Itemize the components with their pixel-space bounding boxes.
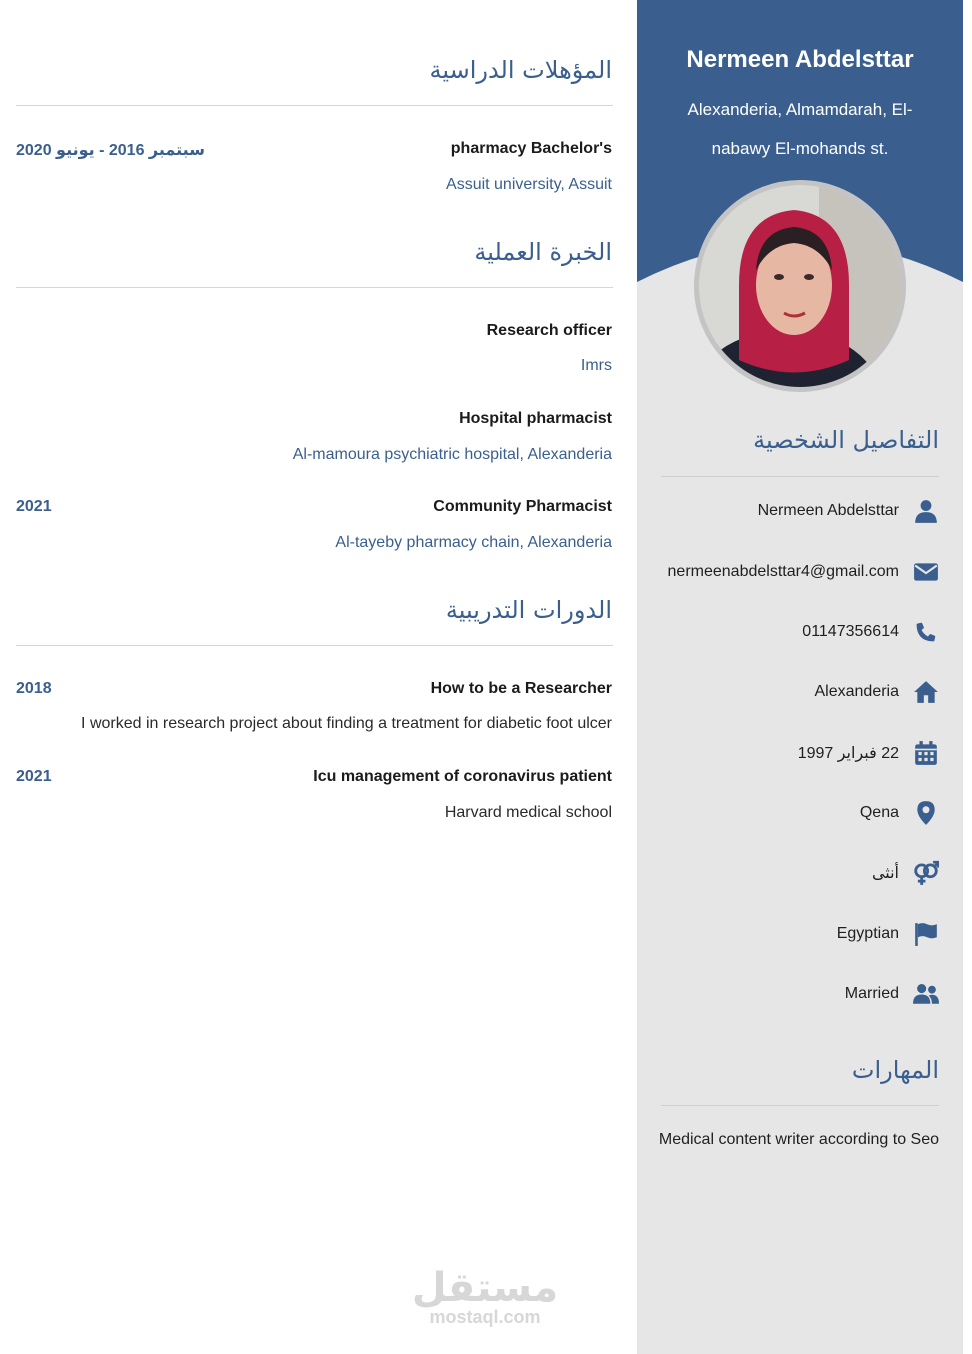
course-description: I worked in research project about finding a treatment for diabetic foot ulcer — [81, 715, 612, 732]
course-title: Icu management of coronavirus patient — [313, 768, 612, 785]
map-pin-icon — [913, 800, 939, 826]
detail-value: Nermeen Abdelsttar — [757, 502, 899, 519]
detail-gender — [872, 858, 939, 888]
detail-nationality — [837, 919, 939, 949]
detail-phone — [802, 617, 939, 647]
divider — [16, 645, 613, 646]
experience-role: Hospital pharmacist — [459, 410, 612, 427]
user-icon — [913, 498, 939, 524]
experience-organization: Al-tayeby pharmacy chain, Alexanderia — [335, 534, 612, 551]
experience-role: Research officer — [486, 322, 612, 339]
detail-marital-status — [845, 979, 939, 1009]
watermark-arabic: مستقل — [411, 1265, 559, 1311]
education-date: سبتمبر 2016 - يونيو 2020 — [16, 142, 205, 159]
divider — [661, 476, 939, 477]
detail-birthdate — [798, 738, 939, 768]
course-date: 2021 — [16, 768, 52, 785]
experience-section-title: الخبرة العملية — [474, 238, 612, 266]
detail-name — [758, 496, 939, 526]
course-title: How to be a Researcher — [430, 680, 612, 697]
divider — [661, 1105, 939, 1106]
detail-birthplace — [860, 798, 939, 828]
experience-role: Community Pharmacist — [433, 498, 612, 515]
profile-photo-placeholder — [699, 185, 901, 387]
home-icon — [913, 679, 939, 705]
education-section-title: المؤهلات الدراسية — [429, 56, 612, 84]
divider — [16, 105, 613, 106]
detail-value[interactable]: 01147356614 — [802, 623, 899, 640]
candidate-address: Alexanderia, Almamdarah, El-nabawy El-mohands st. — [687, 100, 913, 158]
education-degree: pharmacy Bachelor's — [450, 140, 612, 157]
experience-date: 2021 — [16, 498, 52, 515]
detail-value: 22 فبراير 1997 — [797, 745, 899, 762]
profile-photo — [694, 180, 906, 392]
detail-value: أنثى — [871, 865, 899, 882]
calendar-icon — [913, 740, 939, 766]
watermark-latin: mostaql.com — [429, 1307, 541, 1327]
detail-value: Alexanderia — [814, 683, 899, 700]
resume-sidebar — [637, 0, 963, 1354]
detail-value[interactable]: nermeenabdelsttar4@gmail.com — [667, 563, 899, 580]
users-icon — [913, 981, 939, 1007]
detail-city — [815, 677, 940, 707]
divider — [16, 287, 613, 288]
skills-title: المهارات — [851, 1056, 939, 1084]
detail-value: Egyptian — [836, 925, 899, 942]
course-description: Harvard medical school — [444, 804, 612, 821]
candidate-name: Nermeen Abdelsttar — [686, 46, 914, 73]
experience-organization: Imrs — [580, 357, 612, 374]
personal-details-title: التفاصيل الشخصية — [753, 426, 939, 454]
detail-value: Qena — [859, 804, 899, 821]
detail-email — [668, 557, 939, 587]
courses-section-title: الدورات التدريبية — [445, 596, 612, 624]
experience-organization: Al-mamoura psychiatric hospital, Alexanderia — [292, 446, 612, 463]
detail-value: Married — [844, 985, 899, 1002]
envelope-icon — [913, 559, 939, 585]
education-institution: Assuit university, Assuit — [446, 176, 612, 193]
flag-icon — [913, 921, 939, 947]
skill-item: Medical content writer according to Seo — [658, 1131, 939, 1148]
course-date: 2018 — [16, 680, 52, 697]
phone-icon — [913, 619, 939, 645]
gender-icon — [913, 860, 939, 886]
mostaql-watermark — [400, 1265, 570, 1327]
